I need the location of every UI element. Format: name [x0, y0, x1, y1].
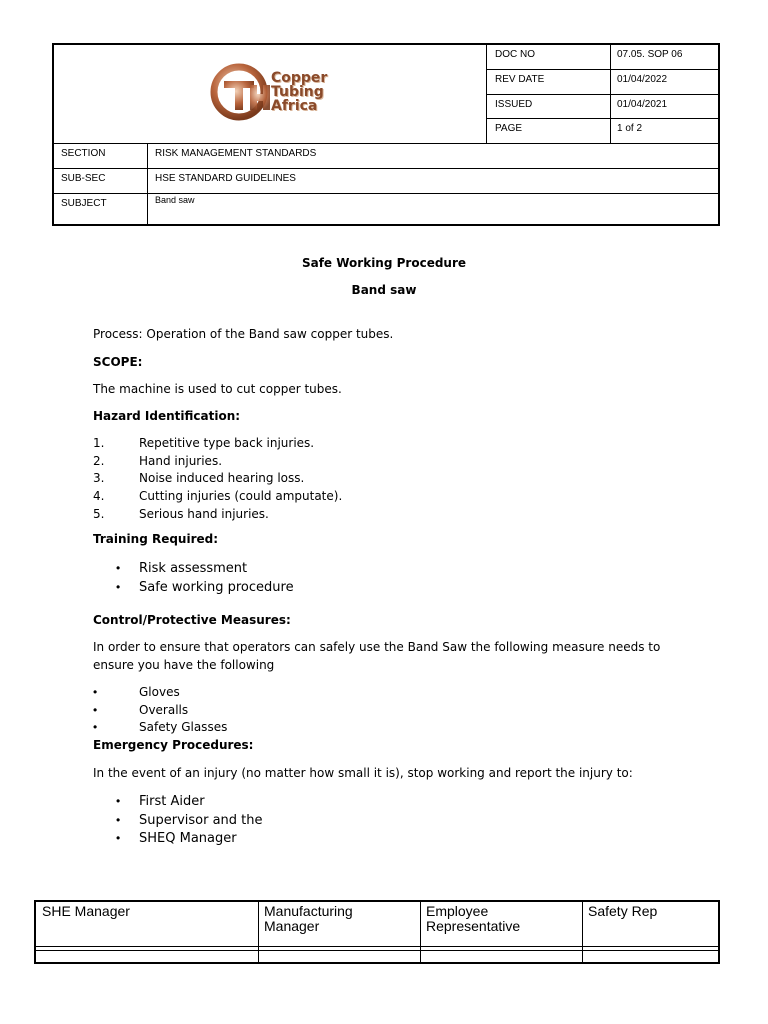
scope-heading: SCOPE: — [93, 355, 143, 369]
emergency-text: In the event of an injury (no matter how small it is), stop working and report the injury to: — [93, 766, 633, 780]
process-line: Process: Operation of the Band saw copper tubes. — [93, 327, 394, 341]
list-item: Gloves — [139, 685, 180, 699]
page-label: PAGE — [495, 123, 523, 134]
table-divider — [420, 902, 421, 962]
table-divider — [582, 902, 583, 962]
document-header-table — [52, 43, 720, 226]
rev-date-value: 01/04/2022 — [617, 74, 668, 85]
bullet-icon: • — [116, 580, 121, 594]
signoff-manufacturing-manager: Manufacturing Manager — [264, 903, 353, 934]
bullet-icon: • — [116, 831, 121, 845]
header-divider — [486, 94, 720, 95]
list-number: 1. — [93, 436, 105, 450]
training-heading: Training Required: — [93, 532, 219, 546]
list-item: Safety Glasses — [139, 720, 228, 734]
bullet-icon: • — [116, 794, 121, 808]
rev-date-label: REV DATE — [495, 74, 545, 85]
bullet-icon: • — [116, 813, 121, 827]
list-item: Hand injuries. — [139, 454, 223, 468]
emergency-heading: Emergency Procedures: — [93, 738, 254, 752]
header-divider — [486, 69, 720, 70]
control-text: ensure you have the following — [93, 658, 275, 672]
control-heading: Control/Protective Measures: — [93, 613, 291, 627]
header-divider — [486, 118, 720, 119]
subsec-label: SUB-SEC — [61, 173, 106, 184]
list-item: Cutting injuries (could amputate). — [139, 489, 343, 503]
list-item: Overalls — [139, 703, 189, 717]
list-item: First Aider — [139, 794, 205, 809]
subject-label: SUBJECT — [61, 198, 107, 209]
list-number: 2. — [93, 454, 105, 468]
subject-value: Band saw — [155, 195, 195, 205]
table-divider — [258, 902, 259, 962]
hazard-heading: Hazard Identification: — [93, 409, 241, 423]
list-number: 4. — [93, 489, 105, 503]
signoff-table — [34, 900, 720, 964]
list-item: Supervisor and the — [139, 813, 263, 828]
list-item: SHEQ Manager — [139, 831, 237, 846]
issued-value: 01/04/2021 — [617, 99, 668, 110]
list-item: Repetitive type back injuries. — [139, 436, 315, 450]
list-item: Noise induced hearing loss. — [139, 471, 305, 485]
signoff-safety-rep: Safety Rep — [588, 903, 658, 919]
list-number: 5. — [93, 507, 105, 521]
signoff-she-manager: SHE Manager — [42, 903, 130, 919]
doc-no-value: 07.05. SOP 06 — [617, 49, 683, 60]
bullet-icon: • — [116, 561, 121, 575]
list-number: 3. — [93, 471, 105, 485]
list-item: Risk assessment — [139, 561, 248, 576]
logo-wordmark: Copper Tubing Africa — [271, 70, 328, 114]
header-divider — [54, 143, 720, 144]
header-divider — [54, 193, 720, 194]
table-divider — [36, 946, 718, 947]
page-value: 1 of 2 — [617, 123, 643, 134]
section-value: RISK MANAGEMENT STANDARDS — [155, 148, 317, 159]
signoff-employee-representative: Employee Representative — [426, 903, 521, 934]
subsec-value: HSE STANDARD GUIDELINES — [155, 173, 296, 184]
header-divider — [147, 143, 148, 226]
control-text: In order to ensure that operators can safely use the Band Saw the following measure needs to — [93, 640, 661, 654]
issued-label: ISSUED — [495, 99, 533, 110]
list-item: Serious hand injuries. — [139, 507, 269, 521]
bullet-icon: • — [93, 720, 98, 734]
bullet-icon: • — [93, 703, 98, 717]
section-label: SECTION — [61, 148, 106, 159]
table-divider — [36, 950, 718, 951]
document-title: Safe Working Procedure — [301, 256, 467, 270]
header-divider — [54, 168, 720, 169]
list-item: Safe working procedure — [139, 580, 294, 595]
document-subtitle: Band saw — [351, 283, 417, 297]
bullet-icon: • — [93, 685, 98, 699]
scope-text: The machine is used to cut copper tubes. — [93, 382, 342, 396]
doc-no-label: DOC NO — [495, 49, 535, 60]
